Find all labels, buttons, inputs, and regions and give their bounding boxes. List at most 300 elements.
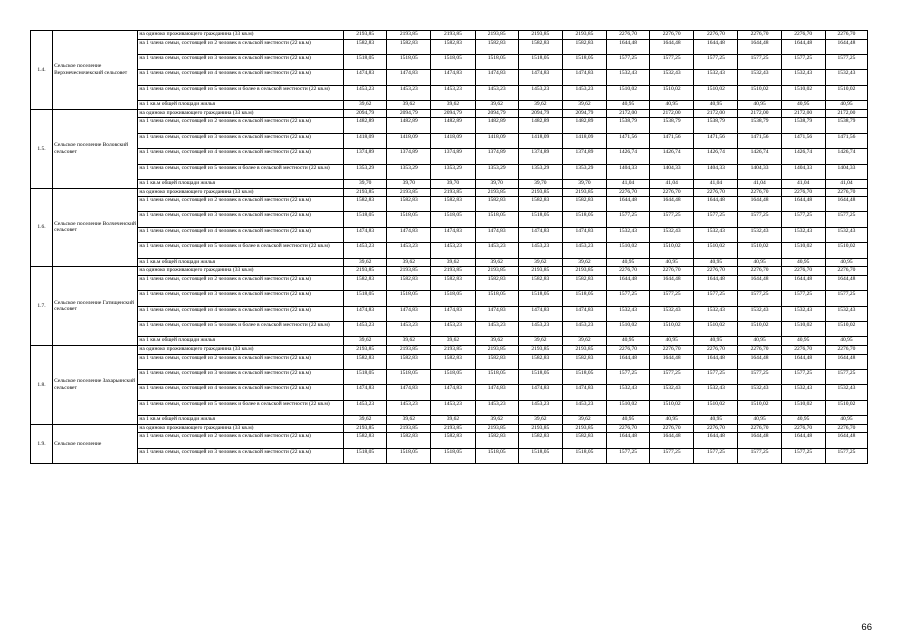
value-cell: 2193,85 — [387, 31, 431, 40]
value-cell: 1510,02 — [738, 85, 781, 100]
table-row — [31, 118, 868, 133]
value-cell: 1518,05 — [344, 212, 387, 227]
value-cell: 2276,70 — [607, 188, 650, 197]
value-cell: 1510,02 — [650, 322, 694, 337]
value-cell: 1582,83 — [387, 197, 431, 212]
value-cell: 1374,89 — [562, 149, 606, 164]
value-cell: 1532,43 — [650, 227, 694, 242]
value-cell: 39,62 — [518, 337, 562, 346]
value-cell: 2276,70 — [650, 424, 694, 433]
value-cell: 1532,43 — [738, 227, 781, 242]
value-cell: 1453,23 — [431, 85, 475, 100]
value-cell: 1644,48 — [738, 197, 781, 212]
value-cell: 1644,48 — [825, 39, 867, 54]
value-cell: 1577,25 — [650, 369, 694, 384]
value-cell: 1532,43 — [738, 306, 781, 321]
value-cell: 40,95 — [825, 258, 867, 267]
value-cell: 1426,74 — [650, 149, 694, 164]
row-label: на 1 члена семьи, состоящей из 5 человек и более в сельской местности (22 кв.м) — [138, 85, 344, 100]
row-label: на одиноко проживающего гражданина (33 кв.м) — [138, 109, 344, 118]
value-cell: 1518,05 — [387, 448, 431, 463]
value-cell: 1518,05 — [562, 369, 606, 384]
value-cell: 1510,02 — [738, 400, 781, 415]
value-cell: 2276,70 — [694, 346, 738, 355]
value-cell: 39,70 — [475, 179, 518, 188]
table-row — [31, 54, 868, 69]
value-cell: 1577,25 — [694, 54, 738, 69]
value-cell: 1538,79 — [694, 118, 738, 133]
value-cell: 1538,79 — [825, 118, 867, 133]
value-cell: 1474,83 — [475, 227, 518, 242]
value-cell: 1644,48 — [694, 354, 738, 369]
value-cell: 2276,70 — [607, 31, 650, 40]
value-cell: 1453,23 — [518, 322, 562, 337]
value-cell: 2172,00 — [650, 109, 694, 118]
value-cell: 1474,83 — [475, 306, 518, 321]
value-cell: 39,62 — [518, 101, 562, 110]
value-cell: 1471,56 — [607, 133, 650, 148]
value-cell: 1577,25 — [607, 369, 650, 384]
value-cell: 1404,33 — [738, 164, 781, 179]
value-cell: 1518,05 — [518, 369, 562, 384]
value-cell: 1644,48 — [650, 39, 694, 54]
value-cell: 1538,79 — [738, 118, 781, 133]
value-cell: 1518,05 — [431, 448, 475, 463]
row-label: на 1 члена семьи, состоящей из 3 человек в сельской местности (22 кв.м) — [138, 369, 344, 384]
value-cell: 40,95 — [781, 258, 825, 267]
value-cell: 1582,83 — [518, 354, 562, 369]
row-label: на 1 кв.м общей площади жилья — [138, 179, 344, 188]
value-cell: 1518,05 — [562, 54, 606, 69]
value-cell: 1644,48 — [738, 275, 781, 290]
value-cell: 2276,70 — [781, 267, 825, 276]
value-cell: 2094,79 — [475, 109, 518, 118]
value-cell: 1538,79 — [781, 118, 825, 133]
value-cell: 1471,56 — [694, 133, 738, 148]
value-cell: 2193,85 — [518, 267, 562, 276]
value-cell: 1510,02 — [825, 85, 867, 100]
value-cell: 39,62 — [344, 101, 387, 110]
tariff-table — [30, 30, 868, 464]
value-cell: 1532,43 — [825, 70, 867, 85]
value-cell: 2276,70 — [650, 267, 694, 276]
value-cell: 1644,48 — [694, 197, 738, 212]
value-cell: 1577,25 — [650, 212, 694, 227]
value-cell: 1577,25 — [607, 448, 650, 463]
value-cell: 1482,89 — [387, 118, 431, 133]
value-cell: 1518,05 — [431, 212, 475, 227]
table-row — [31, 416, 868, 425]
value-cell: 2193,85 — [562, 424, 606, 433]
value-cell: 1453,23 — [518, 400, 562, 415]
value-cell: 1582,83 — [387, 39, 431, 54]
table-row — [31, 424, 868, 433]
value-cell: 2193,85 — [431, 424, 475, 433]
value-cell: 1644,48 — [607, 39, 650, 54]
value-cell: 1418,09 — [344, 133, 387, 148]
value-cell: 2193,85 — [431, 188, 475, 197]
value-cell: 1644,48 — [650, 197, 694, 212]
value-cell: 39,62 — [475, 258, 518, 267]
row-label: на 1 члена семьи, состоящей из 3 человек в сельской местности (22 кв.м) — [138, 448, 344, 463]
value-cell: 1474,83 — [344, 70, 387, 85]
value-cell: 1644,48 — [607, 197, 650, 212]
row-label: на 1 члена семьи, состоящей из 5 человек и более в сельской местности (22 кв.м) — [138, 243, 344, 258]
value-cell: 40,95 — [694, 258, 738, 267]
table-row — [31, 197, 868, 212]
value-cell: 1582,83 — [562, 433, 606, 448]
value-cell: 1644,48 — [650, 433, 694, 448]
value-cell: 1510,02 — [607, 243, 650, 258]
value-cell: 39,62 — [431, 101, 475, 110]
value-cell: 1582,83 — [562, 275, 606, 290]
row-label: на 1 члена семьи, состоящей из 2 человек в сельской местности (22 кв.м) — [138, 118, 344, 133]
value-cell: 1518,05 — [431, 291, 475, 306]
page-number: 66 — [861, 622, 872, 633]
row-label: на 1 члена семьи, состоящей из 2 человек в сельской местности (22 кв.м) — [138, 433, 344, 448]
row-label: на одиноко проживающего гражданина (33 кв.м) — [138, 188, 344, 197]
value-cell: 1582,83 — [475, 433, 518, 448]
value-cell: 1532,43 — [781, 306, 825, 321]
section-number: 1.4. — [31, 31, 53, 110]
value-cell: 40,95 — [781, 101, 825, 110]
value-cell: 2276,70 — [825, 267, 867, 276]
row-label: на 1 члена семьи, состоящей из 3 человек в сельской местности (22 кв.м) — [138, 133, 344, 148]
value-cell: 2193,85 — [475, 346, 518, 355]
value-cell: 40,95 — [825, 416, 867, 425]
value-cell: 2276,70 — [694, 267, 738, 276]
value-cell: 1644,48 — [738, 354, 781, 369]
row-label: на 1 кв.м общей площади жилья — [138, 101, 344, 110]
value-cell: 2276,70 — [781, 346, 825, 355]
value-cell: 2276,70 — [694, 188, 738, 197]
table-row — [31, 179, 868, 188]
value-cell: 1582,83 — [387, 354, 431, 369]
value-cell: 1582,83 — [344, 354, 387, 369]
value-cell: 40,95 — [650, 258, 694, 267]
value-cell: 1518,05 — [562, 291, 606, 306]
value-cell: 1518,05 — [475, 448, 518, 463]
value-cell: 1510,02 — [694, 85, 738, 100]
value-cell: 1453,23 — [562, 243, 606, 258]
table-row — [31, 101, 868, 110]
value-cell: 1577,25 — [825, 291, 867, 306]
value-cell: 1532,43 — [738, 70, 781, 85]
value-cell: 1532,43 — [781, 227, 825, 242]
value-cell: 1453,23 — [431, 243, 475, 258]
value-cell: 1353,29 — [344, 164, 387, 179]
table-row — [31, 164, 868, 179]
value-cell: 2276,70 — [650, 346, 694, 355]
value-cell: 40,95 — [607, 258, 650, 267]
value-cell: 1577,25 — [738, 212, 781, 227]
value-cell: 1453,23 — [518, 85, 562, 100]
value-cell: 39,70 — [562, 179, 606, 188]
value-cell: 41,04 — [781, 179, 825, 188]
value-cell: 1518,05 — [475, 212, 518, 227]
value-cell: 40,95 — [738, 101, 781, 110]
value-cell: 41,04 — [738, 179, 781, 188]
value-cell: 1453,23 — [562, 322, 606, 337]
value-cell: 1474,83 — [344, 306, 387, 321]
value-cell: 1582,83 — [387, 433, 431, 448]
value-cell: 1453,23 — [344, 322, 387, 337]
value-cell: 39,62 — [518, 416, 562, 425]
row-label: на 1 члена семьи, состоящей из 5 человек и более в сельской местности (22 кв.м) — [138, 322, 344, 337]
value-cell: 1510,02 — [607, 400, 650, 415]
section-number: 1.5. — [31, 109, 53, 188]
value-cell: 1426,74 — [694, 149, 738, 164]
value-cell: 1532,43 — [694, 306, 738, 321]
value-cell: 1471,56 — [825, 133, 867, 148]
value-cell: 1426,74 — [781, 149, 825, 164]
value-cell: 40,95 — [607, 337, 650, 346]
value-cell: 1518,05 — [344, 448, 387, 463]
value-cell: 1426,74 — [607, 149, 650, 164]
value-cell: 1582,83 — [431, 275, 475, 290]
value-cell: 1453,23 — [475, 322, 518, 337]
value-cell: 1418,09 — [518, 133, 562, 148]
value-cell: 1577,25 — [738, 448, 781, 463]
value-cell: 1474,83 — [518, 227, 562, 242]
value-cell: 1453,23 — [562, 400, 606, 415]
value-cell: 1474,83 — [475, 385, 518, 400]
value-cell: 1418,09 — [475, 133, 518, 148]
value-cell: 39,62 — [475, 416, 518, 425]
value-cell: 1471,56 — [781, 133, 825, 148]
value-cell: 2193,85 — [475, 424, 518, 433]
row-label: на 1 члена семьи, состоящей из 4 человек в сельской местности (22 кв.м) — [138, 385, 344, 400]
value-cell: 1532,43 — [650, 306, 694, 321]
value-cell: 1644,48 — [607, 354, 650, 369]
value-cell: 2193,85 — [475, 188, 518, 197]
row-label: на 1 кв.м общей площади жилья — [138, 337, 344, 346]
value-cell: 1474,83 — [562, 385, 606, 400]
value-cell: 1482,89 — [475, 118, 518, 133]
table-row — [31, 188, 868, 197]
row-label: на 1 члена семьи, состоящей из 5 человек и более в сельской местности (22 кв.м) — [138, 400, 344, 415]
value-cell: 2193,85 — [344, 346, 387, 355]
value-cell: 1474,83 — [431, 70, 475, 85]
value-cell: 2193,85 — [387, 424, 431, 433]
value-cell: 2276,70 — [781, 424, 825, 433]
section-number: 1.6. — [31, 188, 53, 267]
value-cell: 40,95 — [694, 337, 738, 346]
value-cell: 41,04 — [825, 179, 867, 188]
table-row — [31, 354, 868, 369]
value-cell: 1510,02 — [781, 243, 825, 258]
value-cell: 39,62 — [518, 258, 562, 267]
value-cell: 2276,70 — [650, 31, 694, 40]
value-cell: 39,62 — [562, 258, 606, 267]
value-cell: 1510,02 — [738, 243, 781, 258]
value-cell: 1577,25 — [781, 291, 825, 306]
value-cell: 1453,23 — [475, 243, 518, 258]
value-cell: 1510,02 — [694, 322, 738, 337]
value-cell: 1474,83 — [387, 385, 431, 400]
table-row — [31, 275, 868, 290]
value-cell: 1474,83 — [344, 227, 387, 242]
value-cell: 1474,83 — [431, 227, 475, 242]
value-cell: 1474,83 — [387, 227, 431, 242]
value-cell: 1510,02 — [607, 85, 650, 100]
value-cell: 40,95 — [738, 337, 781, 346]
value-cell: 1510,02 — [825, 400, 867, 415]
value-cell: 1453,23 — [475, 85, 518, 100]
value-cell: 39,70 — [518, 179, 562, 188]
row-label: на 1 члена семьи, состоящей из 3 человек в сельской местности (22 кв.м) — [138, 54, 344, 69]
value-cell: 1582,83 — [518, 197, 562, 212]
row-label: на одиноко проживающего гражданина (33 кв.м) — [138, 346, 344, 355]
value-cell: 1582,83 — [344, 433, 387, 448]
value-cell: 40,95 — [607, 416, 650, 425]
row-label: на одиноко проживающего гражданина (33 кв.м) — [138, 267, 344, 276]
value-cell: 1510,02 — [694, 400, 738, 415]
value-cell: 1644,48 — [781, 39, 825, 54]
value-cell: 1518,05 — [475, 54, 518, 69]
value-cell: 41,04 — [694, 179, 738, 188]
value-cell: 1518,05 — [518, 54, 562, 69]
value-cell: 1453,23 — [344, 85, 387, 100]
value-cell: 1577,25 — [738, 291, 781, 306]
value-cell: 1582,83 — [475, 39, 518, 54]
section-number: 1.7. — [31, 267, 53, 346]
value-cell: 2193,85 — [518, 346, 562, 355]
value-cell: 39,62 — [475, 101, 518, 110]
value-cell: 40,95 — [650, 416, 694, 425]
value-cell: 39,62 — [431, 337, 475, 346]
value-cell: 2193,85 — [475, 31, 518, 40]
row-label: на одиноко проживающего гражданина (33 кв.м) — [138, 31, 344, 40]
value-cell: 2094,79 — [387, 109, 431, 118]
value-cell: 1453,23 — [344, 243, 387, 258]
value-cell: 1577,25 — [650, 448, 694, 463]
settlement-name: Сельское поселение Волчеченский сельсовет — [53, 188, 138, 267]
value-cell: 39,62 — [562, 101, 606, 110]
value-cell: 1518,05 — [431, 54, 475, 69]
value-cell: 1353,29 — [387, 164, 431, 179]
value-cell: 39,70 — [431, 179, 475, 188]
row-label: на 1 члена семьи, состоящей из 3 человек в сельской местности (22 кв.м) — [138, 212, 344, 227]
value-cell: 1518,05 — [387, 369, 431, 384]
value-cell: 1453,23 — [431, 400, 475, 415]
section-number: 1.9. — [31, 424, 53, 463]
value-cell: 39,70 — [344, 179, 387, 188]
value-cell: 2193,85 — [344, 424, 387, 433]
value-cell: 1474,83 — [518, 306, 562, 321]
value-cell: 2276,70 — [825, 188, 867, 197]
value-cell: 1532,43 — [694, 227, 738, 242]
value-cell: 1582,83 — [562, 39, 606, 54]
value-cell: 1577,25 — [694, 291, 738, 306]
value-cell: 2276,70 — [738, 424, 781, 433]
value-cell: 1577,25 — [650, 54, 694, 69]
value-cell: 1532,43 — [825, 385, 867, 400]
value-cell: 1518,05 — [387, 291, 431, 306]
value-cell: 1404,33 — [694, 164, 738, 179]
row-label: на 1 члена семьи, состоящей из 4 человек в сельской местности (22 кв.м) — [138, 227, 344, 242]
value-cell: 1474,83 — [562, 227, 606, 242]
value-cell: 39,62 — [344, 258, 387, 267]
value-cell: 1474,83 — [431, 385, 475, 400]
value-cell: 1418,09 — [387, 133, 431, 148]
value-cell: 40,95 — [694, 101, 738, 110]
value-cell: 1510,02 — [781, 400, 825, 415]
value-cell: 41,04 — [650, 179, 694, 188]
value-cell: 1374,89 — [431, 149, 475, 164]
row-label: на 1 кв.м общей площади жилья — [138, 258, 344, 267]
value-cell: 39,62 — [562, 337, 606, 346]
value-cell: 2193,85 — [344, 188, 387, 197]
value-cell: 1532,43 — [694, 385, 738, 400]
value-cell: 39,70 — [387, 179, 431, 188]
value-cell: 1474,83 — [518, 385, 562, 400]
row-label: на 1 члена семьи, состоящей из 3 человек в сельской местности (22 кв.м) — [138, 291, 344, 306]
value-cell: 1582,83 — [518, 433, 562, 448]
table-row — [31, 369, 868, 384]
value-cell: 1474,83 — [562, 306, 606, 321]
value-cell: 2276,70 — [738, 267, 781, 276]
value-cell: 1577,25 — [825, 212, 867, 227]
value-cell: 1518,05 — [344, 54, 387, 69]
value-cell: 1644,48 — [781, 197, 825, 212]
value-cell: 39,62 — [344, 416, 387, 425]
value-cell: 1644,48 — [738, 39, 781, 54]
value-cell: 1582,83 — [431, 433, 475, 448]
value-cell: 2193,85 — [518, 424, 562, 433]
value-cell: 1518,05 — [518, 212, 562, 227]
value-cell: 1532,43 — [825, 306, 867, 321]
value-cell: 1374,89 — [387, 149, 431, 164]
value-cell: 1418,09 — [562, 133, 606, 148]
value-cell: 1518,05 — [562, 448, 606, 463]
value-cell: 2193,85 — [562, 188, 606, 197]
value-cell: 1644,48 — [825, 433, 867, 448]
value-cell: 2193,85 — [431, 346, 475, 355]
value-cell: 39,62 — [431, 258, 475, 267]
value-cell: 1577,25 — [825, 369, 867, 384]
value-cell: 1453,23 — [518, 243, 562, 258]
table-row — [31, 149, 868, 164]
value-cell: 2193,85 — [562, 31, 606, 40]
value-cell: 41,04 — [607, 179, 650, 188]
table-row — [31, 85, 868, 100]
value-cell: 1453,23 — [387, 243, 431, 258]
value-cell: 1518,05 — [387, 54, 431, 69]
value-cell: 1518,05 — [518, 448, 562, 463]
value-cell: 1510,02 — [738, 322, 781, 337]
value-cell: 1374,89 — [344, 149, 387, 164]
value-cell: 2276,70 — [781, 31, 825, 40]
value-cell: 1577,25 — [825, 54, 867, 69]
value-cell: 2193,85 — [431, 267, 475, 276]
value-cell: 1582,83 — [344, 275, 387, 290]
value-cell: 2172,00 — [781, 109, 825, 118]
value-cell: 1577,25 — [825, 448, 867, 463]
value-cell: 2276,70 — [825, 346, 867, 355]
value-cell: 1644,48 — [694, 433, 738, 448]
value-cell: 1404,33 — [650, 164, 694, 179]
value-cell: 1577,25 — [781, 369, 825, 384]
table-row — [31, 258, 868, 267]
value-cell: 1471,56 — [650, 133, 694, 148]
value-cell: 2094,79 — [518, 109, 562, 118]
value-cell: 1426,74 — [738, 149, 781, 164]
value-cell: 2094,79 — [562, 109, 606, 118]
value-cell: 2193,85 — [475, 267, 518, 276]
value-cell: 1453,23 — [562, 85, 606, 100]
value-cell: 1577,25 — [738, 369, 781, 384]
